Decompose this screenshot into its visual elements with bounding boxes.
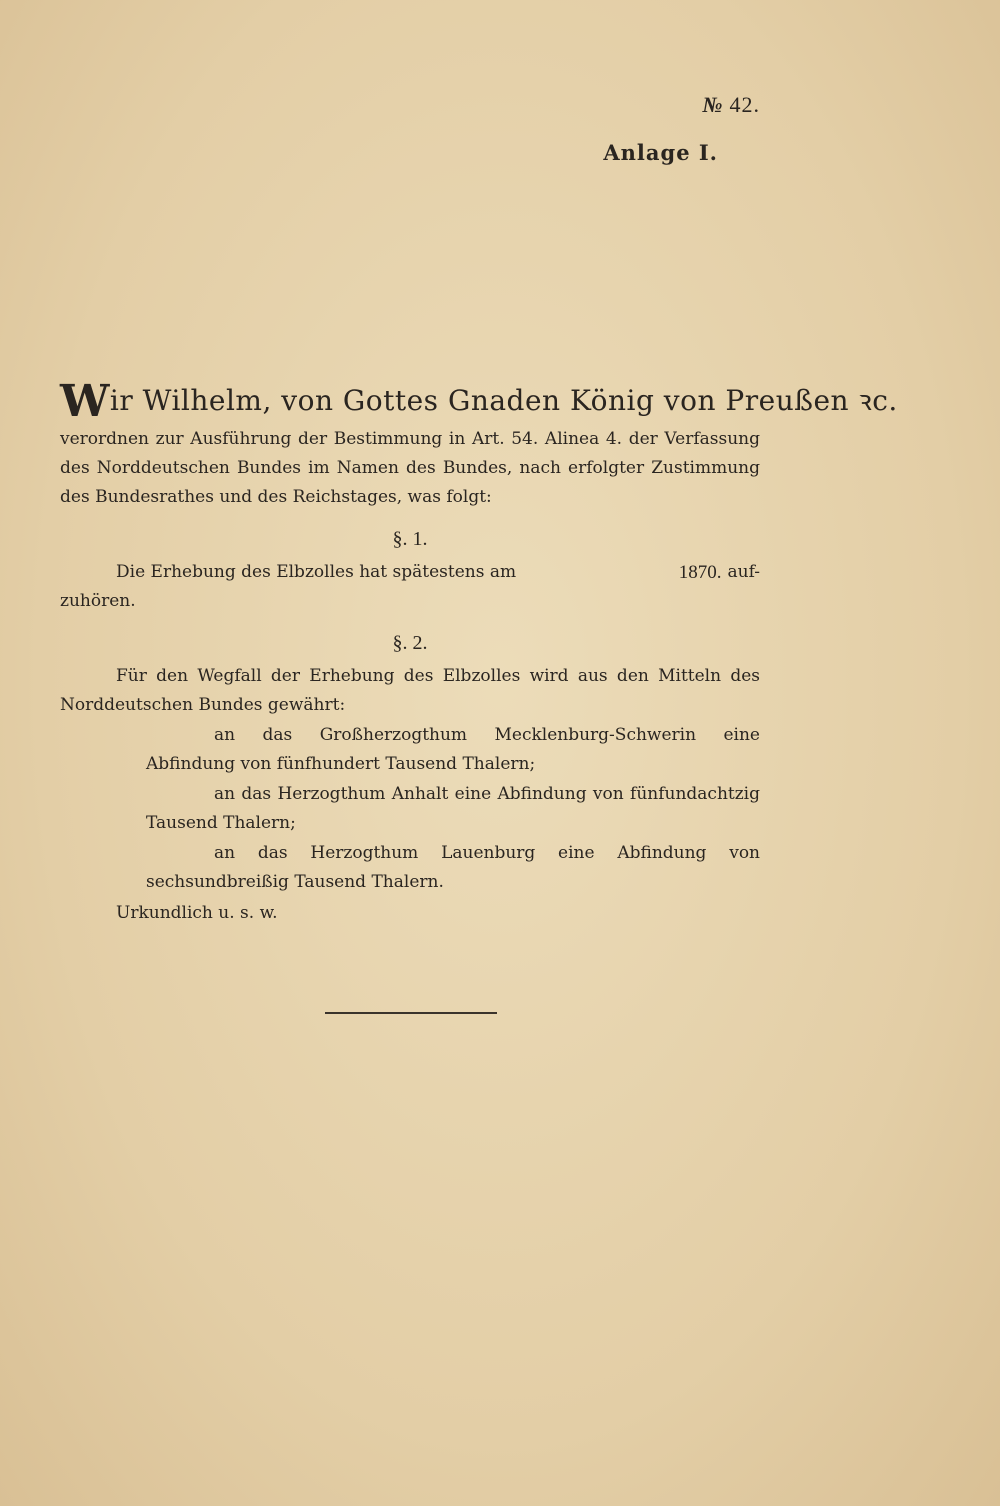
section-1-year: 1870.	[678, 562, 722, 583]
closing-formula: Urkundlich u. s. w.	[116, 903, 278, 923]
initial-letter: W	[60, 376, 110, 427]
document-body	[60, 376, 898, 928]
closing-rule	[325, 1012, 497, 1014]
number-sign: №	[702, 92, 724, 117]
grant-item-mecklenburg: an das Großherzogthum Mecklenburg-Schwerin eine Abfindung von fünfhundert Tausend Thalern;	[146, 725, 760, 774]
annex-label: Anlage I.	[603, 140, 718, 165]
preamble-heading	[60, 376, 898, 427]
preamble-text: verordnen zur Ausführung der Bestimmung in Art. 54. Alinea 4. der Verfassung des Norddeutschen Bundes im Namen des Bundes, nach erfolgter Zustimmung des Bundesrathes und des Reichstages, was folgt:	[60, 429, 760, 507]
grant-item-anhalt: an das Herzogthum Anhalt eine Abfindung von fünfundachtzig Tausend Thalern;	[146, 784, 760, 833]
section-1-text-end: auf-	[727, 562, 760, 582]
number-value: 42.	[729, 92, 760, 117]
section-1-line	[60, 558, 760, 587]
section-1-heading: §. 1.	[392, 528, 428, 550]
section-2-heading: §. 2.	[392, 632, 428, 654]
section-2-intro: Für den Wegfall der Erhebung des Elbzolles wird aus den Mitteln des Norddeutschen Bundes gewährt:	[60, 666, 760, 715]
document-number	[702, 92, 760, 118]
section-1-line-2: zuhören.	[60, 591, 136, 611]
preamble-heading-text: ir Wilhelm, von Gottes Gnaden König von Preußen ꝛc.	[109, 384, 898, 417]
grant-item-lauenburg: an das Herzogthum Lauenburg eine Abfindung von sechsundbreißig Tausend Thalern.	[146, 843, 760, 892]
blank-date-gap	[516, 558, 679, 587]
section-1-text-start: Die Erhebung des Elbzolles hat spätestens am	[116, 562, 517, 582]
